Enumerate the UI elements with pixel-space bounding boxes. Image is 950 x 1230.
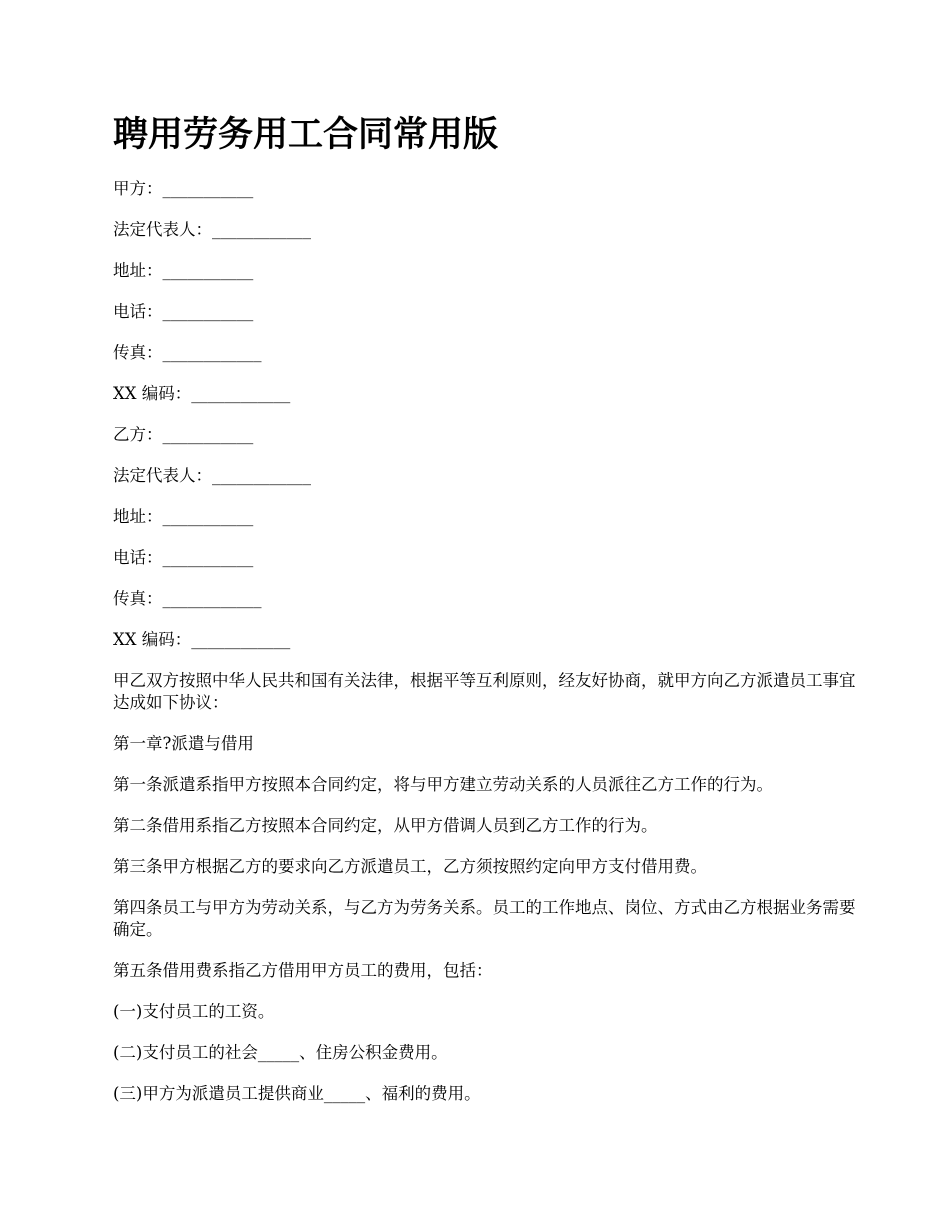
article-paragraph: 第二条借用系指乙方按照本合同约定，从甲方借调人员到乙方工作的行为。 [113,816,658,835]
party-b-phone: 电话：___________ [113,548,254,567]
list-item: (一)支付员工的工资。 [113,1002,275,1021]
list-item: (三)甲方为派遣员工提供商业_____、福利的费用。 [113,1084,481,1103]
article-paragraph: 第五条借用费系指乙方借用甲方员工的费用，包括： [113,961,493,980]
chapter-heading: 第一章?派遣与借用 [113,734,254,753]
party-a-address: 地址：___________ [113,261,254,280]
article-paragraph: 第三条甲方根据乙方的要求向乙方派遣员工，乙方须按照约定向甲方支付借用费。 [113,857,707,876]
party-b-name: 乙方：___________ [113,425,254,444]
document-title: 聘用劳务用工合同常用版 [113,114,499,155]
party-b-legal-rep: 法定代表人：____________ [113,466,311,485]
party-a-phone: 电话：___________ [113,302,254,321]
article-paragraph: 第四条员工与甲方为劳动关系，与乙方为劳务关系。员工的工作地点、岗位、方式由乙方根据业务需要确定。 [113,898,856,939]
party-a-fax: 传真：____________ [113,343,262,362]
party-a-code: XX 编码：____________ [113,384,291,403]
preamble-paragraph: 甲乙双方按照中华人民共和国有关法律，根据平等互利原则，经友好协商，就甲方向乙方派遣员工事宜达成如下协议： [113,671,856,712]
party-b-fax: 传真：____________ [113,589,262,608]
list-item: (二)支付员工的社会_____、住房公积金费用。 [113,1043,448,1062]
party-b-code: XX 编码：____________ [113,630,291,649]
article-paragraph: 第一条派遣系指甲方按照本合同约定，将与甲方建立劳动关系的人员派往乙方工作的行为。 [113,775,773,794]
party-a-name: 甲方：___________ [113,179,254,198]
document-body [113,178,858,1124]
party-a-legal-rep: 法定代表人：____________ [113,220,311,239]
party-b-address: 地址：___________ [113,507,254,526]
